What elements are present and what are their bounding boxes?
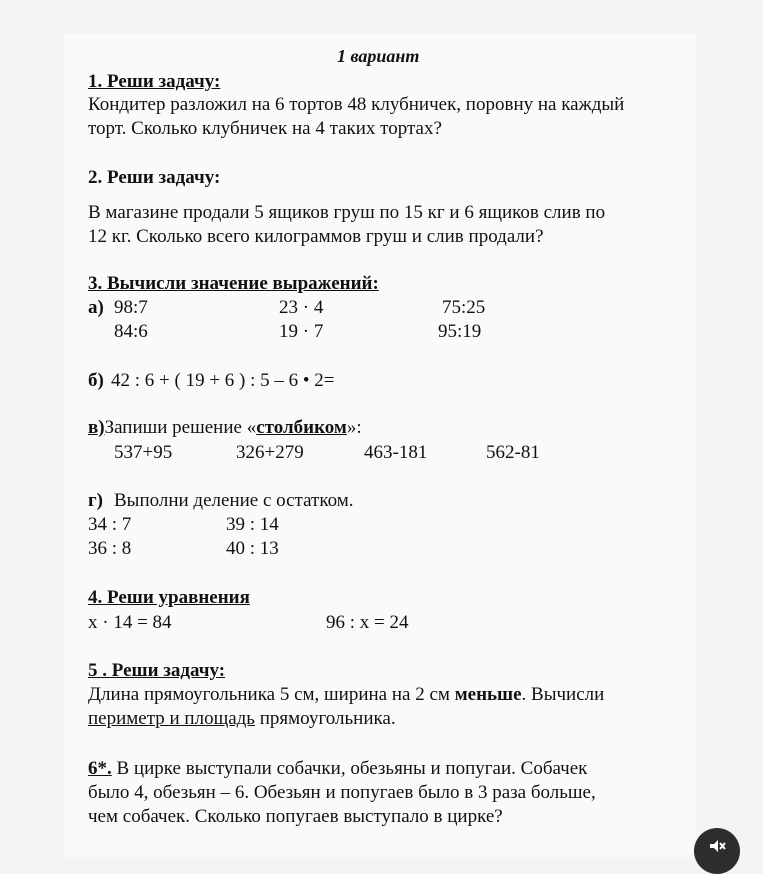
task3-g-expr: 36 : 8 <box>88 538 132 559</box>
task4-equation: x · 14 = 84 <box>88 612 172 633</box>
task5-bold-word: меньше <box>454 684 522 705</box>
task1-line2: торт. Сколько клубничек на 4 таких тортах? <box>88 118 442 139</box>
task5-underlined-phrase: периметр и площадь <box>88 708 255 729</box>
task4-heading: 4. Реши уравнения <box>88 587 250 608</box>
task3-heading: 3. Вычисли значение выражений: <box>88 273 379 294</box>
task3-g-text: Выполни деление с остатком. <box>114 490 354 511</box>
task1-heading: 1. Реши задачу: <box>88 71 221 92</box>
task2-heading: 2. Реши задачу: <box>88 167 221 188</box>
task1-line1: Кондитер разложил на 6 тортов 48 клубничек, поровну на каждый <box>88 94 625 115</box>
task5-line2 <box>88 708 396 730</box>
task3-a-label: а) <box>88 297 104 318</box>
task3-b-label: б) <box>88 370 104 391</box>
task3-v-bold-word: столбиком <box>256 417 347 438</box>
mute-icon[interactable] <box>694 828 740 874</box>
task3-a-expr: 19 · 7 <box>279 321 324 342</box>
task3-a-expr: 75:25 <box>442 297 486 318</box>
task5-heading: 5 . Реши задачу: <box>88 660 226 681</box>
task3-v-text-end: »: <box>346 417 362 438</box>
task3-v-instruction <box>88 417 362 439</box>
task3-v-item: 562-81 <box>486 442 540 463</box>
task2-line1: В магазине продали 5 ящиков груш по 15 кг и 6 ящиков слив по <box>88 202 606 223</box>
task3-g-expr: 40 : 13 <box>226 538 279 559</box>
task5-line1-text: Длина прямоугольника 5 см, ширина на 2 см <box>88 684 455 705</box>
task3-a-expr: 95:19 <box>438 321 482 342</box>
task3-v-item: 326+279 <box>236 442 304 463</box>
task3-g-expr: 34 : 7 <box>88 514 132 535</box>
task6-line3: чем собачек. Сколько попугаев выступало в цирке? <box>88 806 503 827</box>
task3-g-expr: 39 : 14 <box>226 514 279 535</box>
task3-a-expr: 23 · 4 <box>279 297 324 318</box>
mute-icon-glyph <box>707 836 727 856</box>
task6-label: 6*. <box>88 758 112 779</box>
task2-line2: 12 кг. Сколько всего килограммов груш и слив продали? <box>88 226 544 247</box>
task3-v-text: Запиши решение « <box>104 417 257 438</box>
task3-a-expr: 98:7 <box>114 297 148 318</box>
task6-line1 <box>88 758 587 780</box>
task5-line1 <box>88 684 604 706</box>
task3-v-item: 463-181 <box>364 442 428 463</box>
task3-a-expr: 84:6 <box>114 321 148 342</box>
task5-line2-end: прямоугольника. <box>254 708 396 729</box>
task6-line1-text: В цирке выступали собачки, обезьяны и попугаи. Собачек <box>111 758 588 779</box>
task5-line1-end: . Вычисли <box>521 684 605 705</box>
variant-title: 1 вариант <box>337 46 420 66</box>
task6-line2: было 4, обезьян – 6. Обезьян и попугаев было в 3 раза больше, <box>88 782 596 803</box>
task3-v-label: в) <box>88 417 105 438</box>
task3-b-expression: 42 : 6 + ( 19 + 6 ) : 5 – 6 • 2= <box>111 370 335 391</box>
task3-g-label: г) <box>88 490 103 511</box>
task4-equation: 96 : x = 24 <box>326 612 409 633</box>
task3-v-item: 537+95 <box>114 442 173 463</box>
